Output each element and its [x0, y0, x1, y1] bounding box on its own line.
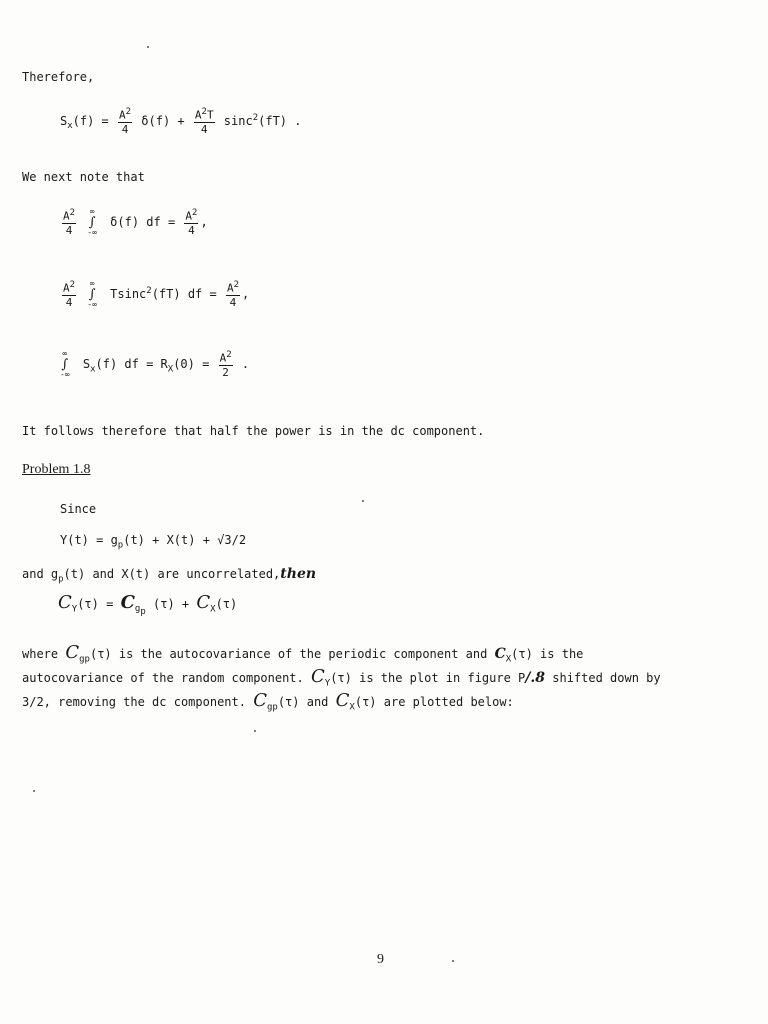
integral-sx: ∞ ∫ -∞ $S_x(f)$ df = $R_X(0)$ = $\frac{A^2}{2}$ . [60, 349, 250, 379]
plotted-below-line: 3/2, removing the dc component. $C_{gp}(\tau)$ and $C_X(\tau)$ are plotted below: [22, 690, 514, 713]
scan-speck [147, 46, 149, 48]
page-number: 9 [377, 952, 384, 967]
therefore-text: Therefore, [22, 70, 95, 84]
integral-symbol: ∞ ∫ -∞ [87, 207, 97, 237]
integral-delta: $\frac{A^2}{4}$ ∞ ∫ -∞ δ(f) df = $\frac{A^2}{4}$ , [63, 207, 208, 237]
a2t-over-4: $\frac{A^2T}{4}$ [194, 107, 214, 136]
integral-symbol: ∞ ∫ -∞ [87, 279, 97, 309]
scan-speck [362, 500, 364, 502]
since-text: Since [60, 502, 97, 516]
integral-symbol: ∞ ∫ -∞ [60, 349, 70, 379]
problem-heading: Problem 1.8 [22, 462, 91, 477]
half-power-text: It follows therefore that half the power is in the dc component. [22, 424, 485, 438]
a2-over-4: $\frac{A^2}{4}$ [119, 107, 132, 136]
autocov-line: autocovariance of the random component. $C_Y(\tau)$ is the plot in figure P/.8 shifted down by [22, 666, 661, 689]
next-note-text: We next note that [22, 170, 145, 184]
scan-speck [254, 730, 256, 732]
handwritten-then: then [280, 566, 317, 582]
where-line: where $C_{gp}(\tau)$ is the autocovariance of the periodic component and $C_X(\tau)$ is the [22, 642, 584, 665]
sx-equation: $S_x(f)$ = $\frac{A^2}{4}$ δ(f) + $\frac{A^2T}{4}$ sinc$^2$(fT) . [60, 107, 302, 136]
y-equation: $Y(t) = g_p(t) + X(t) + √3/2$ [60, 533, 247, 551]
covariance-equation: $C_Y(\tau) = C_{g_p}$ $(\tau) + C_X(\tau)$ [58, 592, 238, 618]
uncorrelated-line: and $g_p(t)$ and X(t) are uncorrelated,then [22, 566, 317, 585]
integral-tsinc: $\frac{A^2}{4}$ ∞ ∫ -∞ Tsinc$^2$(fT) df = $\frac{A^2}{4}$ , [63, 279, 250, 309]
scan-speck [452, 960, 454, 962]
scan-speck [33, 790, 35, 792]
